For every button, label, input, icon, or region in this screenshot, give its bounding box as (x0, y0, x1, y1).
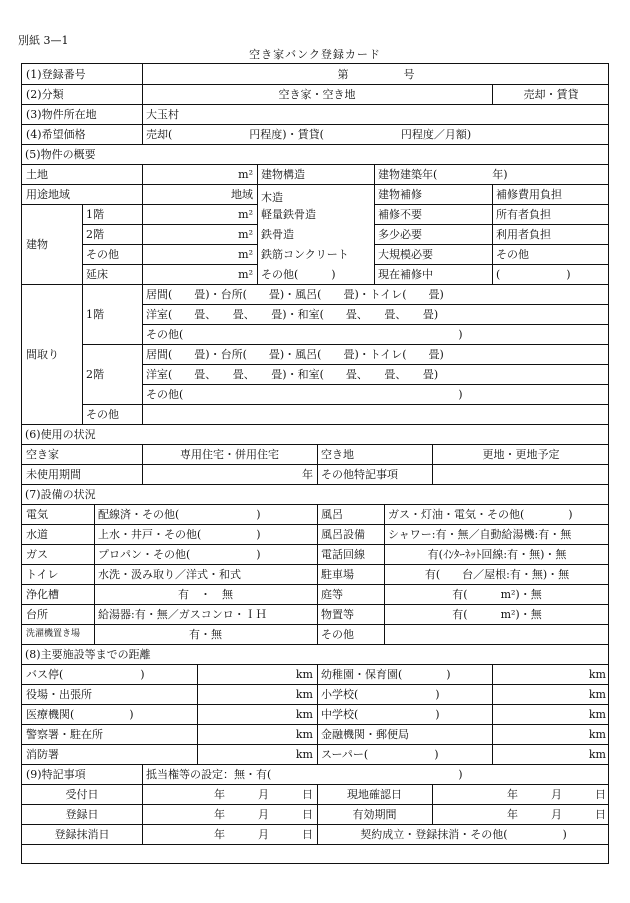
layout-floor-1-rooms: 居間( 畳)・台所( 畳)・風呂( 畳)・トイレ( 畳) (146, 287, 444, 301)
grid-line-horizontal (22, 604, 609, 605)
grid-line-vertical (317, 444, 318, 484)
vacant-land-type: 更地・更地予定 (482, 447, 560, 461)
layout-floor-1-western-japanese: 洋室( 畳、 畳、 畳)・和室( 畳、 畳、 畳) (146, 307, 439, 321)
building-year-field: 建物建築年( 年) (378, 167, 508, 181)
grid-line-horizontal (22, 564, 609, 565)
label-phone-line: 電話回線 (321, 547, 365, 561)
label-registration-number: (1)登録番号 (26, 67, 86, 81)
structure-light-steel: 軽量鉄骨造 (261, 207, 316, 221)
grid-line-horizontal (22, 744, 609, 745)
label-land: 土地 (26, 167, 48, 181)
label-fire-station: 消防署 (26, 747, 59, 761)
label-site-check-date: 現地確認日 (347, 787, 402, 801)
grid-line-vertical (257, 164, 258, 284)
bank-post-distance: km (588, 727, 606, 741)
label-water: 水道 (26, 527, 48, 541)
total-floor-area-field: m² (238, 267, 253, 281)
label-bath-equipment: 風呂設備 (321, 527, 365, 541)
grid-line-horizontal (22, 844, 609, 845)
label-electricity: 電気 (26, 507, 48, 521)
registration-date-field: 年 月 日 (214, 807, 313, 821)
grid-line-horizontal (22, 704, 609, 705)
grid-line-horizontal (82, 264, 257, 265)
cost-user: 利用者負担 (496, 227, 551, 241)
registration-number-field: 第 号 (337, 67, 415, 81)
cost-owner: 所有者負担 (496, 207, 551, 221)
floor-2-area-field: m² (238, 227, 253, 241)
grid-line-horizontal (22, 124, 609, 125)
grid-line-horizontal (82, 244, 257, 245)
bath-equipment-field: シャワー:有・無／自動給湯機:有・無 (388, 527, 572, 541)
unused-period-field: 年 (302, 467, 313, 481)
label-police: 警察署・駐在所 (26, 727, 103, 741)
label-building-structure: 建物構造 (261, 167, 305, 181)
grid-line-horizontal (22, 624, 609, 625)
grid-line-horizontal (82, 404, 609, 405)
grid-line-vertical (384, 504, 385, 644)
grid-line-horizontal (22, 584, 609, 585)
grid-line-horizontal (142, 364, 609, 365)
structure-wood: 木造 (261, 190, 283, 204)
layout-floor-1-other: その他( ) (146, 327, 463, 341)
kitchen-field: 給湯器:有・無／ガスコンロ・ＩＨ (98, 607, 267, 621)
facility-other-field (384, 624, 609, 644)
laundry-space-field: 有・無 (189, 627, 222, 641)
label-other-area: その他 (86, 247, 119, 261)
label-other-notes: その他特記事項 (321, 467, 398, 481)
label-laundry-space: 洗濯機置き場 (26, 628, 81, 639)
electricity-field: 配線済・その他( ) (98, 507, 261, 521)
grid-line-horizontal (22, 424, 609, 425)
label-building: 建物 (26, 237, 48, 251)
town-office-distance: km (295, 687, 313, 701)
repair-some-needed: 多少必要 (378, 227, 422, 241)
annex-number: 別紙 3—1 (18, 34, 69, 47)
grid-line-vertical (492, 84, 493, 104)
phone-line-field: 有(ｲﾝﾀｰﾈｯﾄ回線:有・無)・無 (427, 547, 567, 561)
label-junior-high: 中学校( ) (321, 707, 440, 721)
grid-line-horizontal (22, 544, 609, 545)
label-desired-price: (4)希望価格 (26, 127, 86, 141)
repair-major-needed: 大規模必要 (378, 247, 433, 261)
elementary-school-distance: km (588, 687, 606, 701)
grid-line-horizontal (22, 824, 609, 825)
grid-line-horizontal (22, 504, 609, 505)
grid-line-vertical (94, 504, 95, 644)
site-check-date-field: 年 月 日 (507, 787, 606, 801)
zoning-field: 地域 (231, 187, 253, 201)
grid-line-vertical (492, 184, 493, 284)
grid-line-vertical (432, 444, 433, 484)
registration-card-table (21, 63, 609, 864)
grid-line-horizontal (22, 104, 609, 105)
grid-line-horizontal (22, 684, 609, 685)
label-layout-floor-2: 2階 (86, 367, 104, 381)
bath-field: ガス・灯油・電気・その他( ) (388, 507, 573, 521)
contract-status-field: 契約成立・登録抹消・その他( ) (360, 827, 567, 841)
grid-line-horizontal (82, 224, 257, 225)
layout-other-field (142, 404, 609, 424)
toilet-field: 水洗・汲み取り／洋式・和式 (98, 567, 241, 581)
grid-line-vertical (374, 164, 375, 284)
label-total-floor-area: 延床 (86, 267, 108, 281)
land-area-field: m² (238, 167, 253, 181)
validity-period-field: 年 月 日 (507, 807, 606, 821)
supermarket-distance: km (588, 747, 606, 761)
floor-1-area-field: m² (238, 207, 253, 221)
label-supermarket: スーパー( ) (321, 747, 439, 761)
location-value: 大玉村 (146, 107, 179, 121)
label-gas: ガス (26, 547, 48, 561)
label-bath: 風呂 (321, 507, 343, 521)
reception-date-field: 年 月 日 (214, 787, 313, 801)
water-field: 上水・井戸・その他( ) (98, 527, 261, 541)
other-notes-field (432, 464, 609, 484)
grid-line-vertical (142, 784, 143, 844)
label-septic-tank: 浄化槽 (26, 587, 59, 601)
grid-line-vertical (82, 284, 83, 424)
label-vacant-land: 空き地 (321, 447, 354, 461)
label-storage: 物置等 (321, 607, 354, 621)
label-parking: 駐車場 (321, 567, 354, 581)
grid-line-horizontal (22, 804, 609, 805)
grid-line-vertical (197, 664, 198, 764)
section-property-overview: (5)物件の概要 (25, 147, 96, 161)
label-elementary-school: 小学校( ) (321, 687, 440, 701)
grid-line-horizontal (22, 484, 609, 485)
layout-floor-2-other: その他( ) (146, 387, 463, 401)
grid-line-horizontal (22, 524, 609, 525)
grid-line-horizontal (22, 664, 609, 665)
storage-field: 有( m²)・無 (452, 607, 542, 621)
grid-line-horizontal (22, 784, 609, 785)
label-layout-floor-1: 1階 (86, 307, 104, 321)
police-distance: km (295, 727, 313, 741)
structure-other: その他( ) (261, 267, 336, 281)
cost-other: その他 (496, 247, 529, 261)
grid-line-vertical (142, 104, 143, 124)
cost-other-field: ( ) (496, 267, 571, 281)
grid-line-vertical (142, 764, 143, 784)
desired-price-value: 売却( 円程度)・賃貸( 円程度／月額) (146, 127, 472, 141)
label-floor-1-area: 1階 (86, 207, 104, 221)
label-town-office: 役場・出張所 (26, 687, 92, 701)
other-area-field: m² (238, 247, 253, 261)
grid-line-vertical (317, 504, 318, 644)
label-bus-stop: バス停( ) (26, 667, 145, 681)
grid-line-vertical (142, 284, 143, 424)
grid-line-vertical (142, 64, 143, 84)
grid-line-horizontal (22, 444, 609, 445)
label-kitchen: 台所 (26, 607, 48, 621)
label-medical: 医療機関( ) (26, 707, 134, 721)
grid-line-horizontal (22, 84, 609, 85)
layout-floor-2-rooms: 居間( 畳)・台所( 畳)・風呂( 畳)・トイレ( 畳) (146, 347, 444, 361)
grid-line-horizontal (22, 724, 609, 725)
deregistration-date-field: 年 月 日 (214, 827, 313, 841)
vacant-house-type: 専用住宅・併用住宅 (180, 447, 279, 461)
section-distances: (8)主要施設等までの距離 (25, 647, 151, 661)
grid-line-horizontal (22, 764, 609, 765)
grid-line-horizontal (82, 344, 609, 345)
label-building-repair: 建物補修 (378, 187, 422, 201)
gas-field: プロパン・その他( ) (98, 547, 261, 561)
grid-line-horizontal (22, 164, 609, 165)
label-location: (3)物件所在地 (26, 107, 97, 121)
grid-line-horizontal (22, 284, 609, 285)
medical-distance: km (295, 707, 313, 721)
label-vacant-house: 空き家 (26, 447, 59, 461)
grid-line-horizontal (142, 384, 609, 385)
label-category: (2)分類 (26, 87, 64, 101)
grid-line-vertical (142, 204, 143, 284)
bus-stop-distance: km (295, 667, 313, 681)
repair-in-progress: 現在補修中 (378, 267, 433, 281)
label-zoning: 用途地域 (26, 187, 70, 201)
structure-steel: 鉄骨造 (261, 227, 294, 241)
fire-station-distance: km (295, 747, 313, 761)
section-facilities: (7)設備の状況 (25, 487, 96, 501)
structure-rc: 鉄筋コンクリート (261, 247, 349, 261)
garden-field: 有( m²)・無 (452, 587, 542, 601)
grid-line-vertical (82, 204, 83, 284)
grid-line-vertical (142, 444, 143, 484)
label-reception-date: 受付日 (65, 787, 99, 801)
grid-line-vertical (492, 664, 493, 764)
layout-floor-2-western-japanese: 洋室( 畳、 畳、 畳)・和室( 畳、 畳、 畳) (146, 367, 439, 381)
grid-line-vertical (142, 124, 143, 144)
grid-line-vertical (432, 784, 433, 824)
junior-high-distance: km (588, 707, 606, 721)
grid-line-horizontal (22, 204, 257, 205)
label-toilet: トイレ (26, 567, 59, 581)
grid-line-horizontal (22, 184, 609, 185)
label-kindergarten: 幼稚園・保育園( ) (321, 667, 451, 681)
label-repair-cost-burden: 補修費用負担 (496, 187, 562, 201)
label-layout-other: その他 (86, 407, 119, 421)
label-facility-other: その他 (321, 627, 354, 641)
repair-not-needed: 補修不要 (378, 207, 422, 221)
grid-line-horizontal (22, 144, 609, 145)
label-garden: 庭等 (321, 587, 343, 601)
label-registration-date: 登録日 (65, 807, 99, 821)
parking-field: 有( 台／屋根:有・無)・無 (424, 567, 570, 581)
category-transaction-type: 売却・賃貸 (523, 87, 579, 101)
grid-line-horizontal (22, 464, 609, 465)
label-layout: 間取り (26, 347, 59, 361)
septic-tank-field: 有 ・ 無 (178, 587, 233, 601)
document-title: 空き家バンク登録カード (249, 48, 381, 61)
grid-line-vertical (142, 84, 143, 104)
kindergarten-distance: km (588, 667, 606, 681)
label-validity-period: 有効期間 (352, 807, 397, 821)
label-floor-2-area: 2階 (86, 227, 104, 241)
grid-line-vertical (317, 664, 318, 764)
label-special-notes: (9)特記事項 (26, 767, 86, 781)
grid-line-vertical (317, 784, 318, 844)
grid-line-horizontal (22, 644, 609, 645)
category-property-type: 空き家・空き地 (278, 87, 356, 101)
label-deregistration-date: 登録抹消日 (54, 827, 110, 841)
special-notes-field: 抵当権等の設定：無・有( ) (146, 767, 463, 781)
grid-line-horizontal (142, 304, 609, 305)
label-unused-period: 未使用期間 (26, 467, 81, 481)
label-bank-post: 金融機関・郵便局 (321, 727, 409, 741)
grid-line-vertical (142, 164, 143, 204)
section-usage-status: (6)使用の状況 (25, 427, 96, 441)
grid-line-horizontal (142, 324, 609, 325)
